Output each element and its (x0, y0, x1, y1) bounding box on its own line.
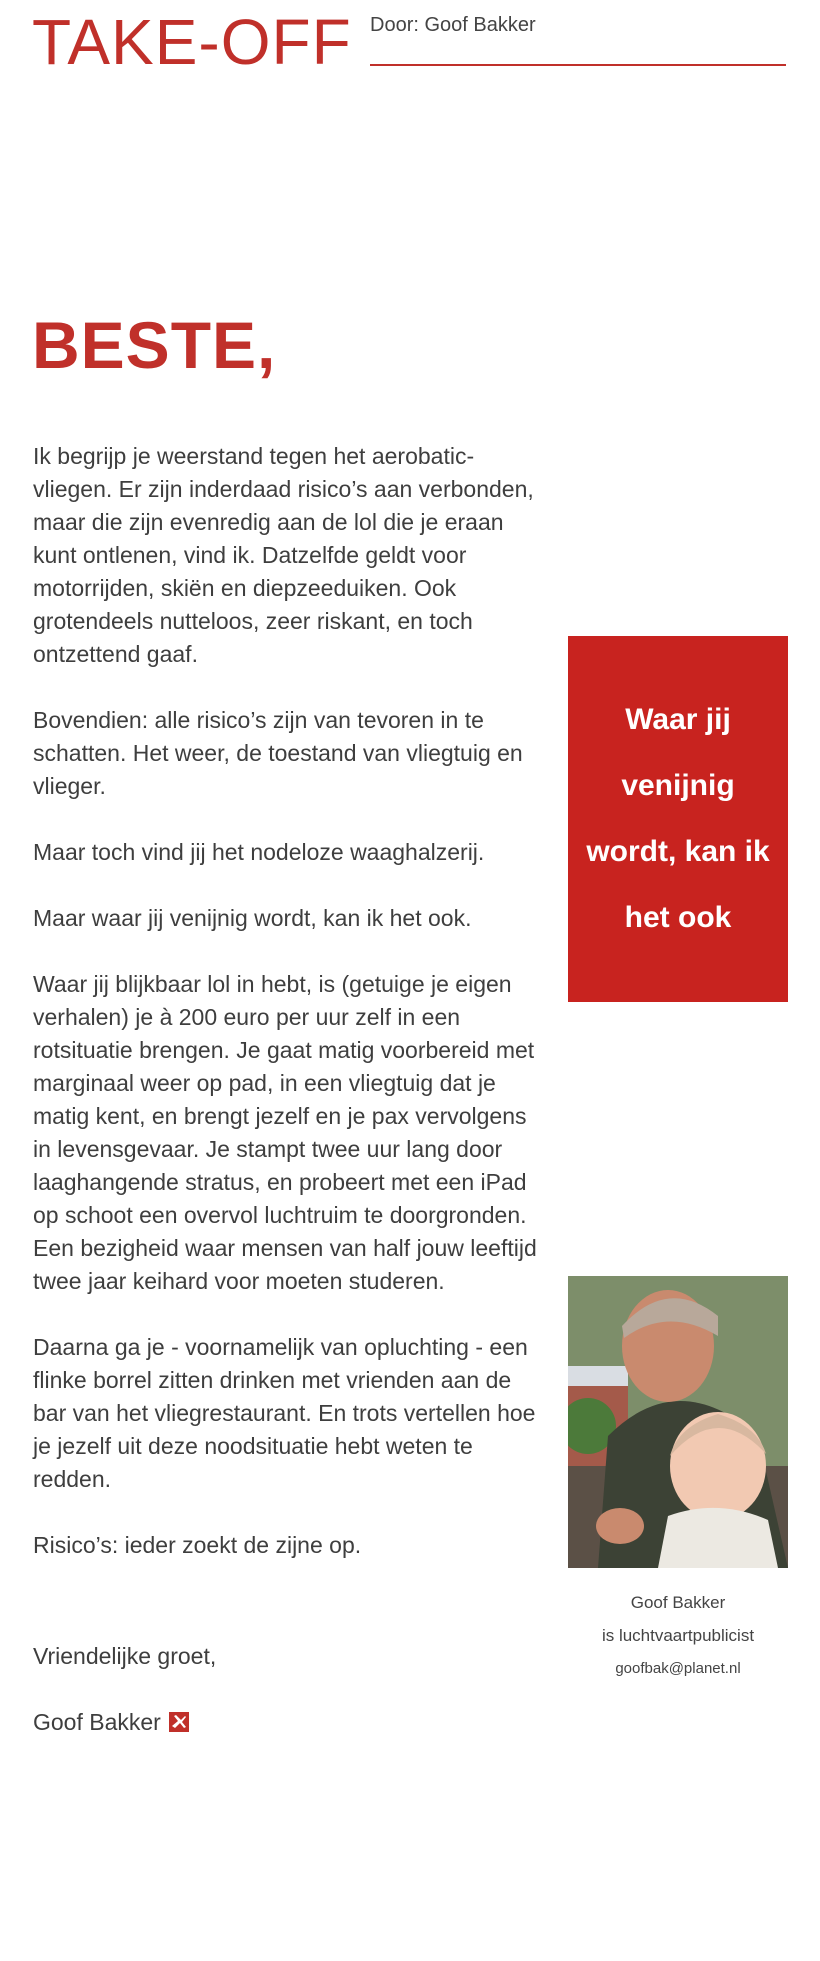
pull-quote-line: venijnig (621, 769, 735, 802)
signature-line (33, 1706, 553, 1739)
section-title: TAKE-OFF (32, 6, 352, 78)
paragraph-6: Daarna ga je - voornamelijk van opluchting - een flinke borrel zitten drinken met vrienden aan de bar van het vliegrestaurant. En trots vertellen hoe je jezelf uit deze noodsituatie hebt weten te redden. (33, 1334, 536, 1492)
author-role: is luchtvaartpublicist (601, 1626, 755, 1645)
pull-quote-line: het ook (624, 901, 732, 934)
author-caption (568, 1586, 788, 1685)
paragraph-5: Waar jij blijkbaar lol in hebt, is (getuige je eigen verhalen) je à 200 euro per uur zelf in een rotsituatie brengen. Je gaat matig voorbereid met marginaal weer op pad, in een vliegtuig dat je matig kent, en brengt jezelf en je pax vervolgens in levensgevaar. Je stampt twee uur lang door laaghangende stratus, en probeert met een iPad op schoot een overvol luchtruim te doorgronden. Een bezigheid waar mensen van half jouw leeftijd twee jaar keihard voor moeten studeren. (33, 971, 537, 1294)
author-email[interactable]: goofbak@planet.nl (615, 1660, 741, 1677)
author-name: Goof Bakker (630, 1593, 726, 1612)
paragraph-3: Maar toch vind jij het nodeloze waaghalzerij. (33, 839, 485, 865)
byline-rule (370, 64, 786, 66)
plane-icon (169, 1712, 189, 1732)
pull-quote-line: wordt, kan ik (586, 835, 770, 868)
paragraph-4: Maar waar jij venijnig wordt, kan ik het ook. (33, 905, 472, 931)
author-photo (568, 1276, 788, 1568)
byline: Door: Goof Bakker (370, 14, 536, 36)
article-body (33, 440, 543, 1595)
paragraph-1: Ik begrijp je weerstand tegen het aerobatic-vliegen. Er zijn inderdaad risico’s aan verbonden, maar die zijn evenredig aan de lol die je eraan kunt ontlenen, vind ik. Datzelfde geldt voor motorrijden, skiën en diepzeeduiken. Ook grotendeels nutteloos, zeer riskant, en toch ontzettend gaaf. (33, 443, 534, 667)
headline: BESTE, (32, 308, 277, 382)
pull-quote (568, 636, 788, 1002)
author-photo-illustration (568, 1276, 788, 1568)
signature: Goof Bakker (33, 1709, 161, 1735)
paragraph-2: Bovendien: alle risico’s zijn van tevoren in te schatten. Het weer, de toestand van vliegtuig en vlieger. (33, 707, 523, 799)
closing: Vriendelijke groet, (33, 1643, 217, 1669)
pull-quote-line: Waar jij (625, 703, 731, 736)
paragraph-7: Risico’s: ieder zoekt de zijne op. (33, 1532, 362, 1558)
